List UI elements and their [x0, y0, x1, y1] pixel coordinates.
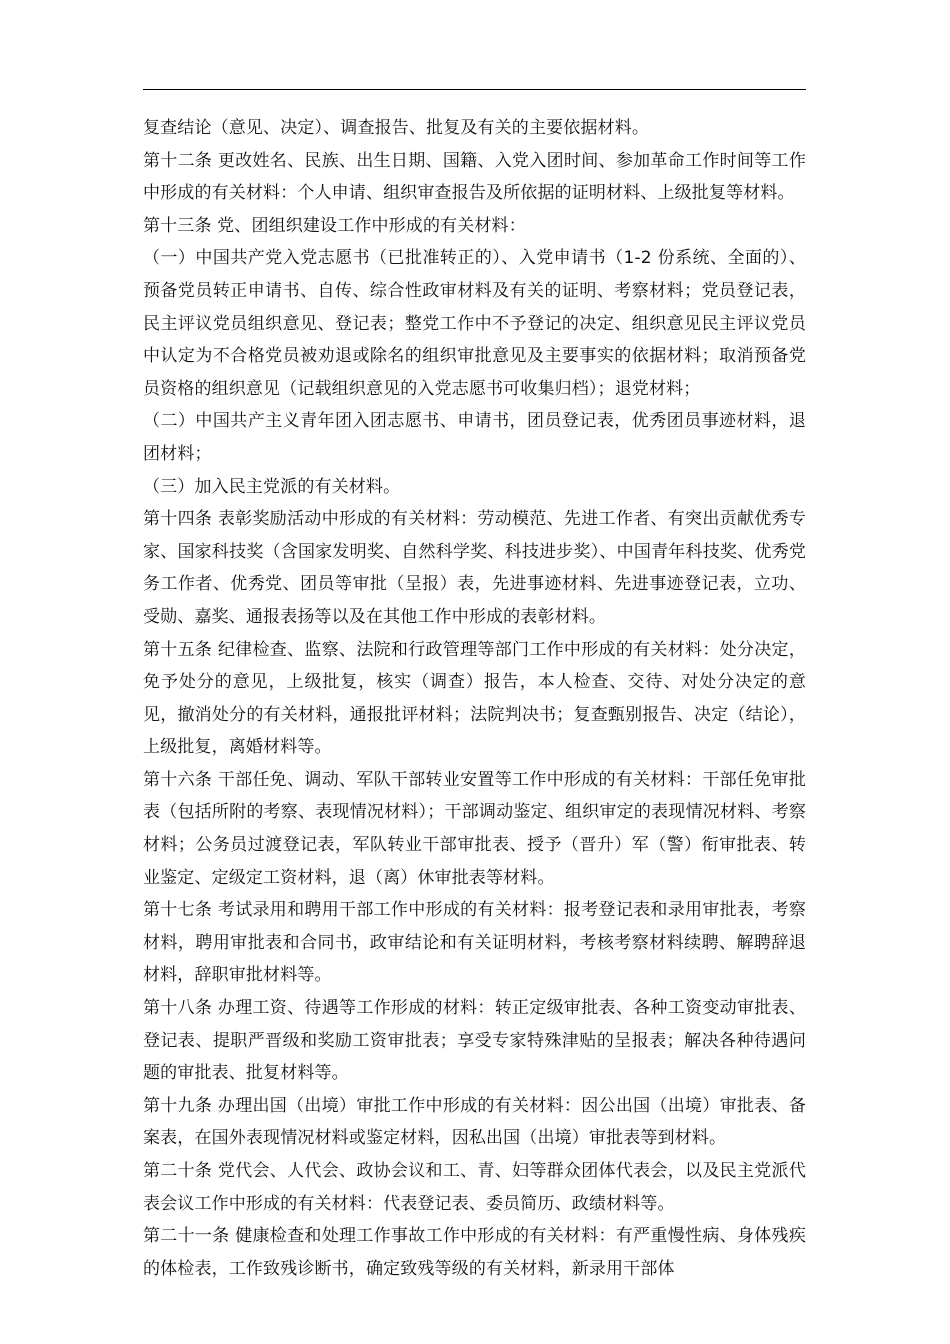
- header-rule: [143, 89, 806, 90]
- document-body: [143, 112, 806, 1285]
- article-13-item-1: （一）中国共产党入党志愿书（已批准转正的）、入党申请书（1-2 份系统、全面的）、预备党员转正申请书、自传、综合性政审材料及有关的证明、考察材料；党员登记表，民主评议党员组织意见、登记表；整党工作中不予登记的决定、组织意见民主评议党员中认定为不合格党员被劝退或除名的组织审批意见及主要事实的依据材料；取消预备党员资格的组织意见（记载组织意见的入党志愿书可收集归档）；退党材料；: [143, 248, 806, 399]
- article-14: 第十四条 表彰奖励活动中形成的有关材料：劳动模范、先进工作者、有突出贡献优秀专家、国家科技奖（含国家发明奖、自然科学奖、科技进步奖）、中国青年科技奖、优秀党务工作者、优秀党、团员等审批（呈报）表，先进事迹材料、先进事迹登记表，立功、受勋、嘉奖、通报表扬等以及在其他工作中形成的表彰材料。: [143, 509, 806, 627]
- article-13: 第十三条 党、团组织建设工作中形成的有关材料：: [143, 215, 526, 236]
- article-13-item-2: （二）中国共产主义青年团入团志愿书、申请书，团员登记表，优秀团员事迹材料，退团材料；: [143, 411, 806, 464]
- article-17: 第十七条 考试录用和聘用干部工作中形成的有关材料：报考登记表和录用审批表，考察材料，聘用审批表和合同书，政审结论和有关证明材料，考核考察材料续聘、解聘辞退材料，辞职审批材料等。: [143, 900, 806, 986]
- article-19: 第十九条 办理出国（出境）审批工作中形成的有关材料：因公出国（出境）审批表、备案表，在国外表现情况材料或鉴定材料，因私出国（出境）审批表等到材料。: [143, 1095, 806, 1149]
- article-12: 第十二条 更改姓名、民族、出生日期、国籍、入党入团时间、参加革命工作时间等工作中形成的有关材料：个人申请、组织审查报告及所依据的证明材料、上级批复等材料。: [143, 150, 806, 204]
- article-18: 第十八条 办理工资、待遇等工作形成的材料：转正定级审批表、各种工资变动审批表、登记表、提职严晋级和奖励工资审批表；享受专家特殊津贴的呈报表；解决各种待遇问题的审批表、批复材料等。: [143, 998, 806, 1084]
- article-16: 第十六条 干部任免、调动、军队干部转业安置等工作中形成的有关材料：干部任免审批表（包括所附的考察、表现情况材料）；干部调动鉴定、组织审定的表现情况材料、考察材料；公务员过渡登记表，军队转业干部审批表、授予（晋升）军（警）衔审批表、转业鉴定、定级定工资材料，退（离）休审批表等材料。: [143, 769, 806, 888]
- article-13-item-3: （三）加入民主党派的有关材料。: [143, 476, 401, 497]
- article-15: 第十五条 纪律检查、监察、法院和行政管理等部门工作中形成的有关材料：处分决定，免予处分的意见，上级批复，核实（调查）报告，本人检查、交待、对处分决定的意见，撤消处分的有关材料，通报批评材料；法院判决书；复查甄别报告、决定（结论），上级批复，离婚材料等。: [143, 639, 806, 758]
- article-21: 第二十一条 健康检查和处理工作事故工作中形成的有关材料：有严重慢性病、身体残疾的体检表，工作致残诊断书，确定致残等级的有关材料，新录用干部体: [143, 1226, 806, 1279]
- article-20: 第二十条 党代会、人代会、政协会议和工、青、妇等群众团体代表会，以及民主党派代表会议工作中形成的有关材料：代表登记表、委员简历、政绩材料等。: [143, 1161, 806, 1214]
- paragraph-continuation: 复查结论（意见、决定）、调查报告、批复及有关的主要依据材料。: [143, 118, 649, 138]
